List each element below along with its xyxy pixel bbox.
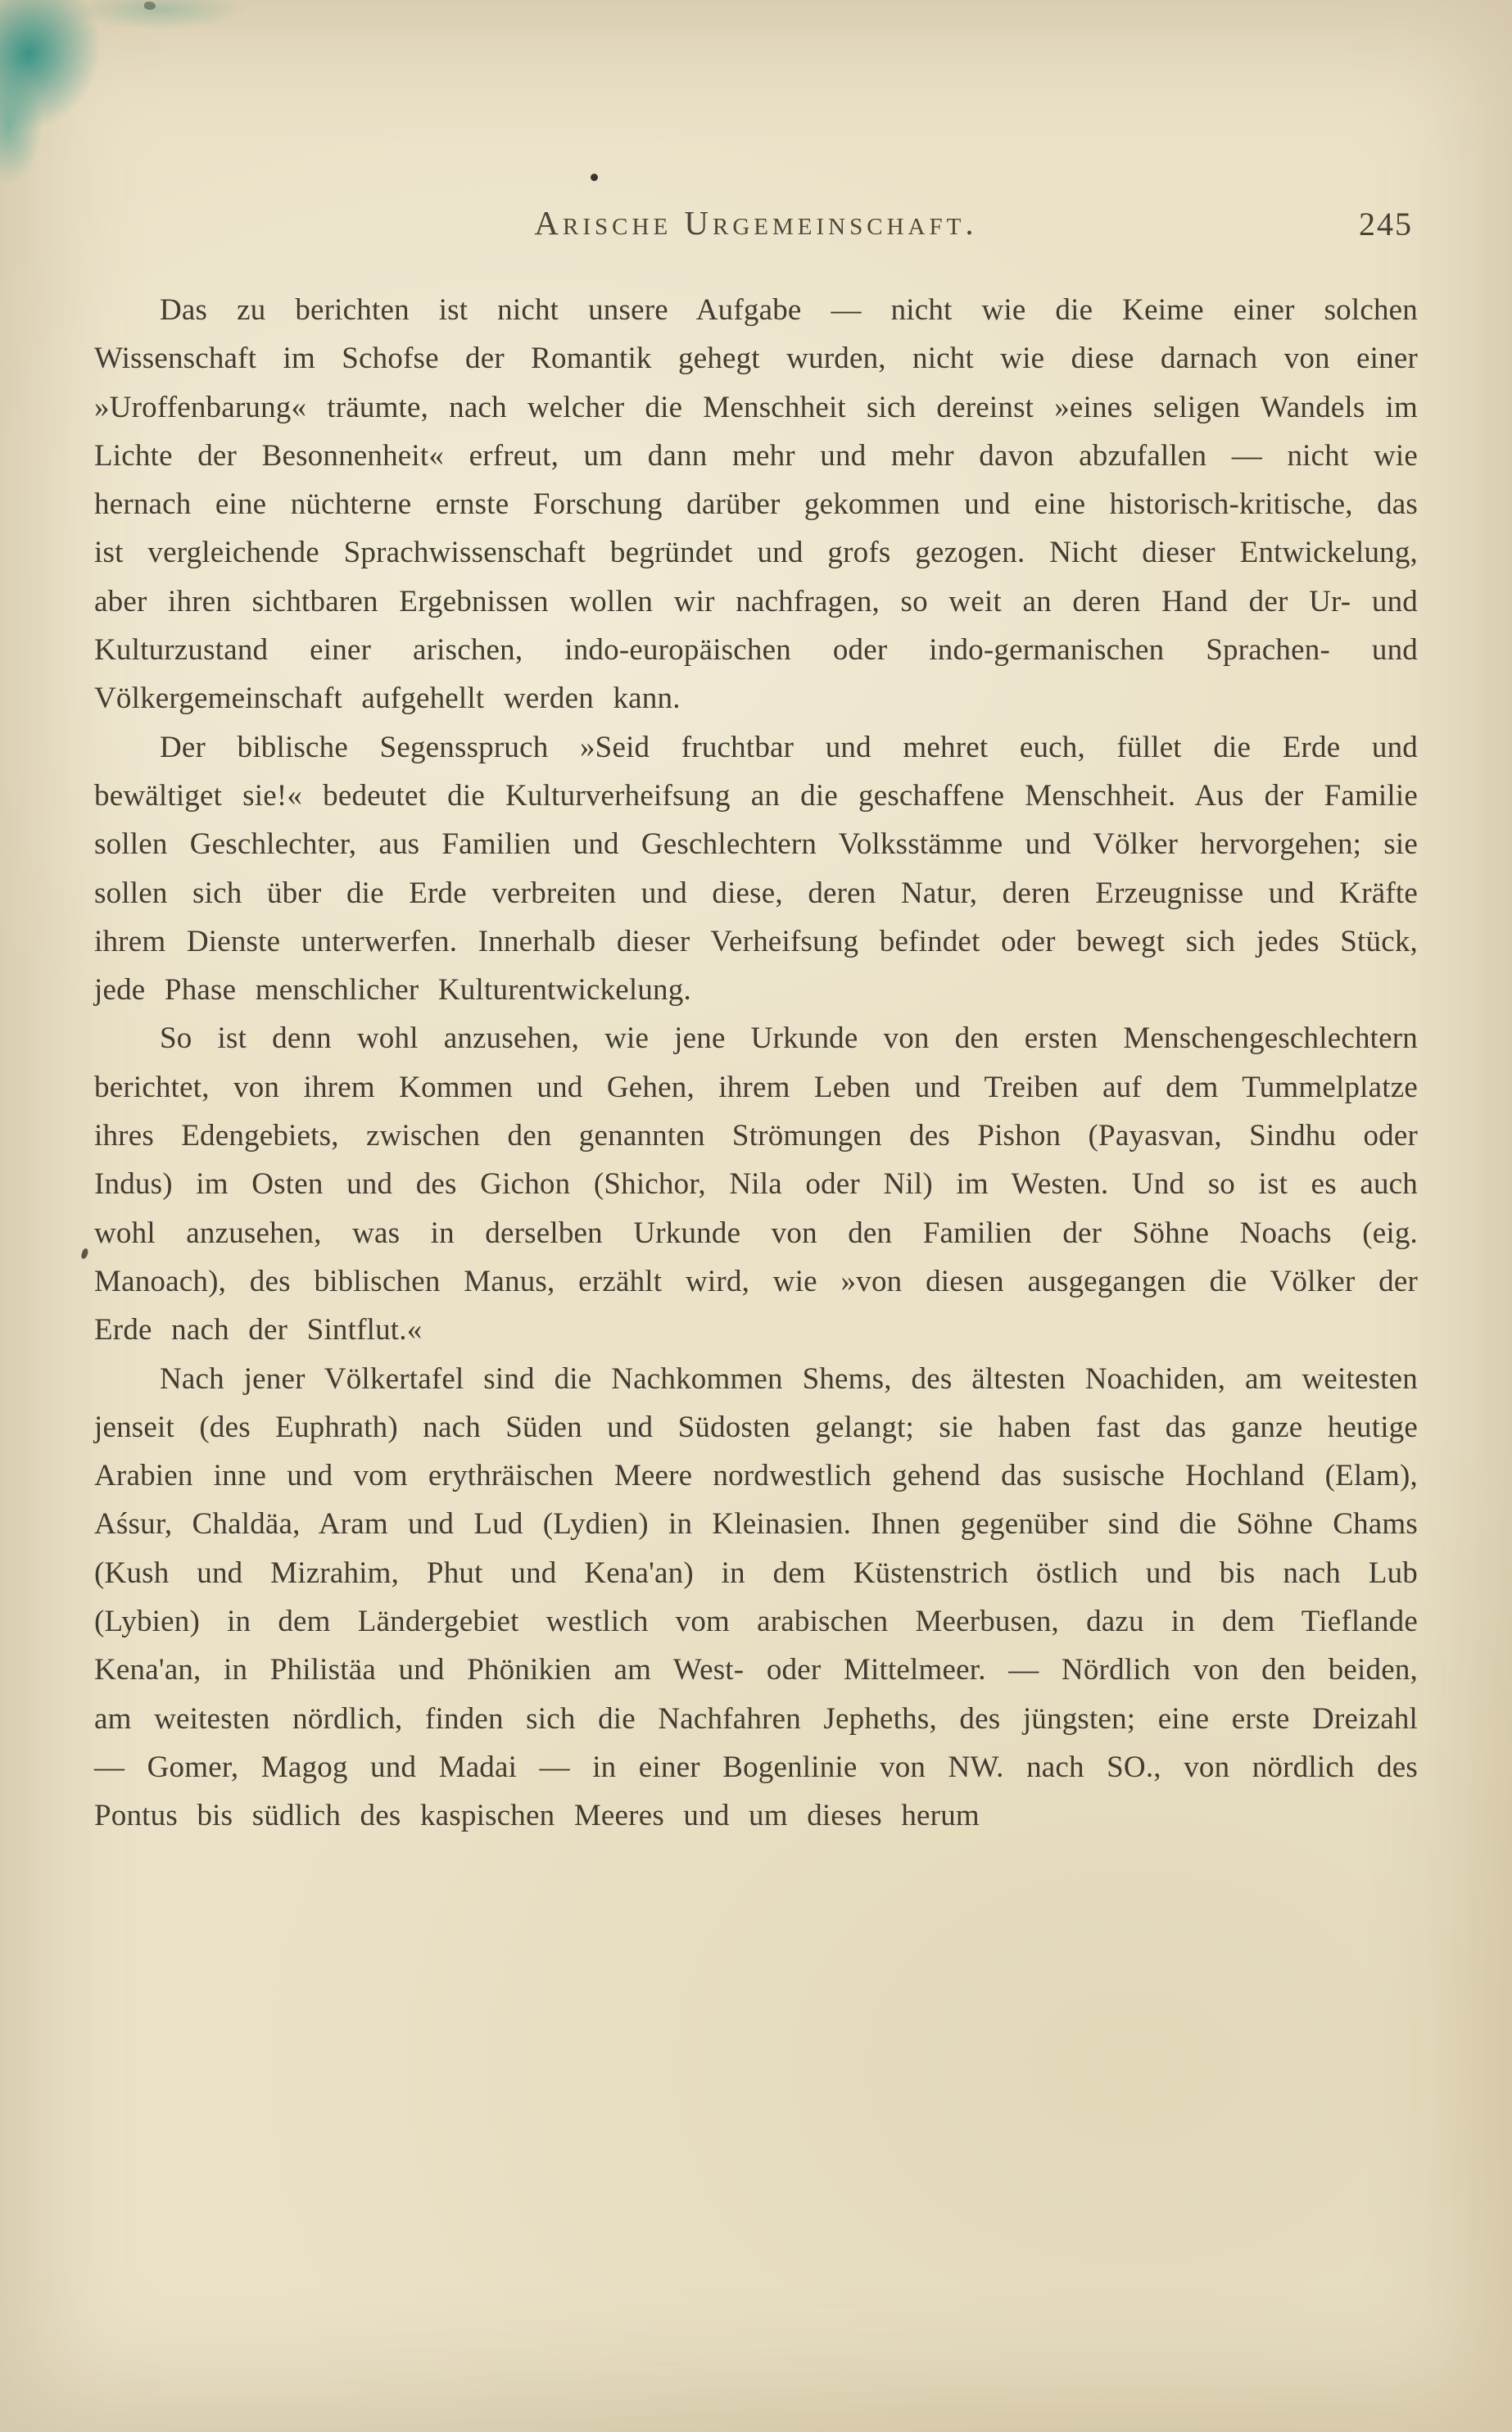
paragraph: Der biblische Segensspruch »Seid fruchtbar und mehret euch, füllet die Erde und bewältiget sie!« bedeutet die Kulturverheifsung an die geschaffene Menschheit. Aus der Familie sollen Geschlechter, aus Familien und Geschlechtern Volksstämme und Völker hervorgehen; sie sollen sich über die Erde verbreiten und diese, deren Natur, deren Erzeugnisse und Kräfte ihrem Dienste unterwerfen. Innerhalb dieser Verheifsung befindet oder bewegt sich jedes Stück, jede Phase menschlicher Kulturentwickelung. — [94, 730, 1418, 1008]
teal-top-smudge — [45, 0, 274, 36]
page-number: 245 — [1359, 206, 1413, 242]
paragraph: So ist denn wohl anzusehen, wie jene Urkunde von den ersten Menschengeschlechtern berichtet, von ihrem Kommen und Gehen, ihrem Leben und Treiben auf dem Tummelplatze ihres Edengebiets, zwischen den genannten Strömungen des Pishon (Payasvan, Sindhu oder Indus) im Osten und des Gichon (Shichor, Nila oder Nil) im Westen. Und so ist es auch wohl anzusehen, was in derselben Urkunde von den Familien der Söhne Noachs (eig. Manoach), des biblischen Manus, erzählt wird, wie »von diesen ausgegangen die Völker der Erde nach der Sintflut.« — [94, 1021, 1418, 1347]
body-text — [94, 286, 1418, 1841]
margin-ink-speck — [80, 1248, 88, 1259]
paragraph: Nach jener Völkertafel sind die Nachkommen Shems, des ältesten Noachiden, am weitesten jenseit (des Euphrath) nach Süden und Südosten gelangt; sie haben fast das ganze heutige Arabien inne und vom erythräischen Meere nordwestlich gehend das susische Hochland (Elam), Aśsur, Chaldäa, Aram und Lud (Lydien) in Kleinasien. Ihnen gegenüber sind die Söhne Chams (Kush und Mizrahim, Phut und Kena'an) in dem Küstenstrich östlich und bis nach Lub (Lybien) in dem Ländergebiet westlich vom arabischen Meerbusen, dazu in dem Tieflande Kena'an, in Philistäa und Phönikien am West- oder Mittelmeer. — Nördlich von den beiden, am weitesten nördlich, finden sich die Nachfahren Jepheths, des jüngsten; eine erste Dreizahl — Gomer, Magog und Madai — in einer Bogenlinie von NW. nach SO., von nördlich des Pontus bis südlich des kaspischen Meeres und um dieses herum — [94, 1361, 1418, 1833]
top-edge-speck — [144, 2, 156, 10]
page-title: Arische Urgemeinschaft. — [534, 204, 978, 242]
teal-edge-stain — [0, 45, 57, 209]
paragraph: Das zu berichten ist nicht unsere Aufgabe — nicht wie die Keime einer solchen Wissenschaft im Schofse der Romantik gehegt wurden, nicht wie diese darnach von einer »Uroffenbarung« träumte, nach welcher die Menschheit sich dereinst »eines seligen Wandels im Lichte der Besonnenheit« erfreut, um dann mehr und mehr davon abzufallen — nicht wie hernach eine nüchterne ernste Forschung darüber gekommen und eine historisch-kritische, das ist vergleichende Sprachwissenschaft begründet und grofs gezogen. Nicht dieser Entwickelung, aber ihren sichtbaren Ergebnissen wollen wir nachfragen, so weit an deren Hand der Ur- und Kulturzustand einer arischen, indo-europäischen oder indo-germanischen Sprachen- und Völkergemeinschaft aufgehellt werden kann. — [94, 293, 1418, 716]
printers-dot — [591, 174, 598, 181]
running-head — [94, 203, 1418, 254]
